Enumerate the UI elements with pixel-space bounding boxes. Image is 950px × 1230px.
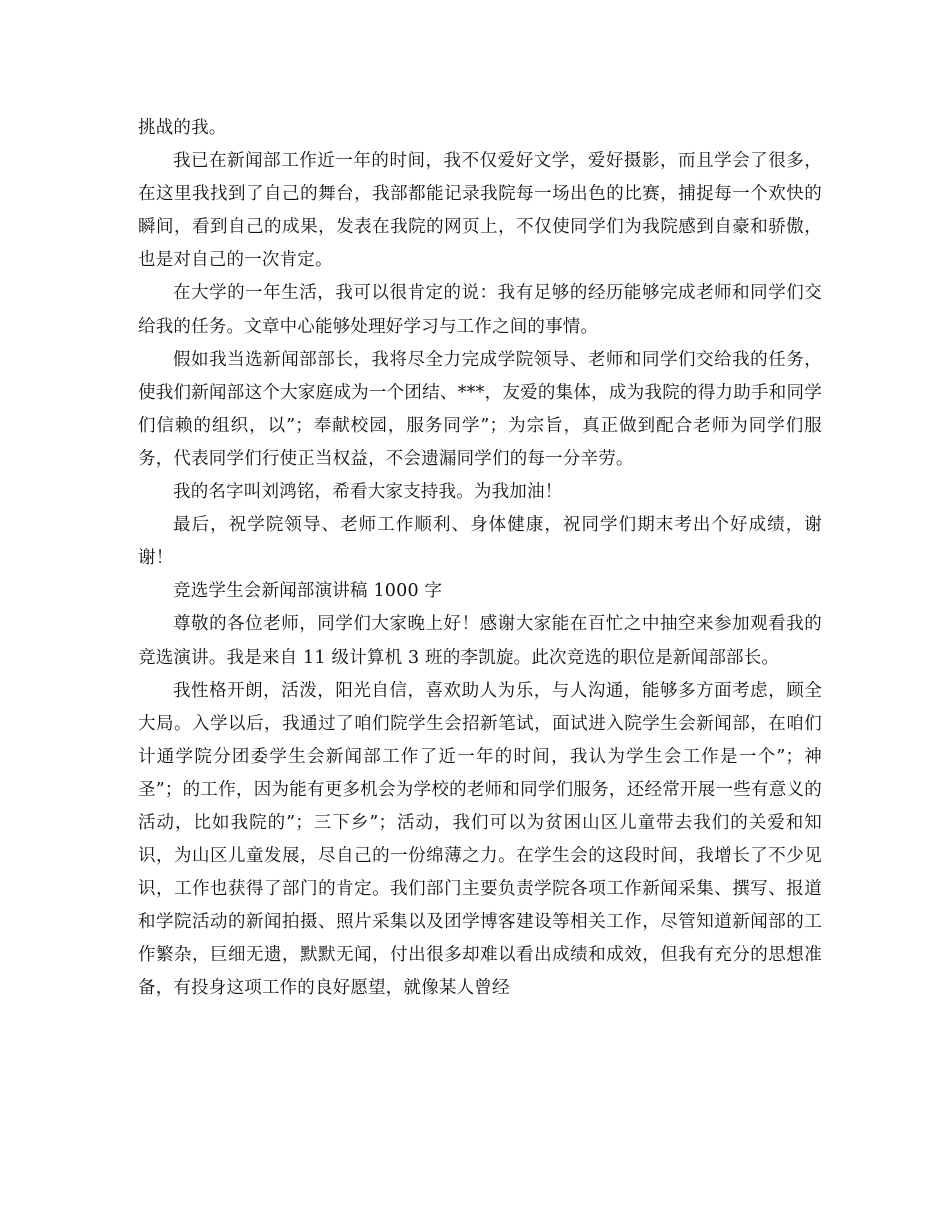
- paragraph-continuation: 挑战的我。: [138, 118, 227, 138]
- paragraph-news-work: 我已在新闻部工作近一年的时间，我不仅爱好文学，爱好摄影，而且学会了很多，在这里我找到了自己的舞台，我部都能记录我院每一场出色的比赛，捕捉每一个欢快的瞬间，看到自己的成果，发表在我院的网页上，不仅使同学们为我院感到自豪和骄傲，也是对自己的一次肯定。: [138, 151, 822, 271]
- paragraph-closing: 最后，祝学院领导、老师工作顺利、身体健康，祝同学们期末考出个好成绩，谢谢！: [138, 515, 822, 569]
- paragraph-if-elected: 假如我当选新闻部部长，我将尽全力完成学院领导、老师和同学们交给我的任务，使我们新闻部这个大家庭成为一个团结、***，友爱的集体，成为我院的得力助手和同学们信赖的组织，以”；奉献校园，服务同学”；为宗旨，真正做到配合老师为同学们服务，代表同学们行使正当权益，不会遗漏同学们的每一分辛劳。: [138, 349, 822, 469]
- paragraph-personality: 我性格开朗，活泼，阳光自信，喜欢助人为乐，与人沟通，能够多方面考虑，顾全大局。入学以后，我通过了咱们院学生会招新笔试，面试进入院学生会新闻部，在咱们计通学院分团委学生会新闻部工作了近一年的时间，我认为学生会工作是一个”；神圣”；的工作，因为能有更多机会为学校的老师和同学们服务，还经常开展一些有意义的活动，比如我院的”；三下乡”；活动，我们可以为贫困山区儿童带去我们的关爱和知识，为山区儿童发展，尽自己的一份绵薄之力。在学生会的这段时间，我增长了不少见识，工作也获得了部门的肯定。我们部门主要负责学院各项工作新闻采集、撰写、报道和学院活动的新闻拍摄、照片采集以及团学博客建设等相关工作，尽管知道新闻部的工作繁杂，巨细无遗，默默无闻，付出很多却难以看出成绩和成效，但我有充分的思想准备，有投身这项工作的良好愿望，就像某人曾经: [138, 680, 822, 999]
- paragraph-name: 我的名字叫刘鸿铭，希看大家支持我。为我加油！: [173, 482, 563, 503]
- paragraph-college-life: 在大学的一年生活，我可以很肯定的说：我有足够的经历能够完成老师和同学们交给我的任务。文章中心能够处理好学习与工作之间的事情。: [138, 283, 822, 337]
- document-body: [138, 112, 822, 1006]
- section-heading: 竞选学生会新闻部演讲稿 1000 字: [173, 581, 443, 602]
- paragraph-greeting: 尊敬的各位老师，同学们大家晚上好！感谢大家能在百忙之中抽空来参加观看我的竞选演讲。我是来自 11 级计算机 3 班的李凯旋。此次竞选的职位是新闻部部长。: [138, 614, 822, 668]
